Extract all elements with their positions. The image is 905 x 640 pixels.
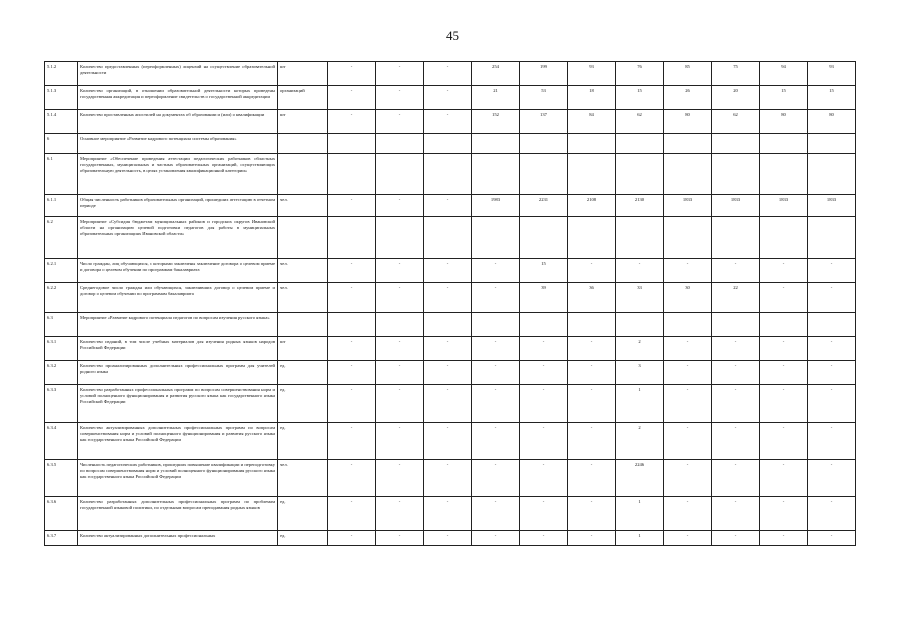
indicator-name-cell: Количество изданий, в том числе учебных материалов для изучения родных языков народов Российской Федерации (78, 337, 278, 361)
indicator-name-cell: Среднегодовое число граждан или обучающихся, заключивших договор о целевом приеме и договор о целевом обучении по программам бакалавриата (78, 283, 278, 313)
value-cell (616, 313, 664, 337)
value-cell: - (376, 283, 424, 313)
row-number-cell: 6.3.1 (45, 337, 78, 361)
value-cell (616, 134, 664, 154)
value-cell: - (376, 460, 424, 497)
unit-cell: ед. (278, 497, 328, 531)
value-cell: 2108 (568, 195, 616, 217)
value-cell: 199 (520, 62, 568, 86)
unit-cell: чел. (278, 460, 328, 497)
value-cell: - (376, 62, 424, 86)
value-cell: - (664, 460, 712, 497)
unit-cell: ед. (278, 385, 328, 423)
value-cell: 84 (568, 110, 616, 134)
table-row (45, 134, 856, 154)
value-cell: - (424, 361, 472, 385)
value-cell (712, 217, 760, 259)
value-cell: - (568, 531, 616, 546)
value-cell: - (472, 385, 520, 423)
value-cell: - (376, 110, 424, 134)
indicator-name-cell: Общая численность работников образовательных организаций, прошедших аттестацию в отчетном периоде (78, 195, 278, 217)
unit-cell: чел. (278, 259, 328, 283)
value-cell: 62 (712, 110, 760, 134)
value-cell: - (520, 337, 568, 361)
value-cell: - (424, 283, 472, 313)
value-cell: - (472, 531, 520, 546)
table-row (45, 423, 856, 460)
value-cell: - (664, 531, 712, 546)
row-number-cell: 6.3.4 (45, 423, 78, 460)
value-cell: - (328, 62, 376, 86)
value-cell (568, 313, 616, 337)
indicator-name-cell: Численность педагогических работников, прошедших повышение квалификации и переподготовку по вопросам совершенствования норм и условий полноценного функционирования русского языка как государственного языка Российской Федерации (78, 460, 278, 497)
value-cell: - (760, 460, 808, 497)
value-cell: - (376, 337, 424, 361)
unit-cell: организаций (278, 86, 328, 110)
value-cell: - (328, 259, 376, 283)
value-cell: 2130 (616, 195, 664, 217)
table-row (45, 86, 856, 110)
table-row (45, 385, 856, 423)
value-cell (616, 154, 664, 195)
value-cell: - (424, 259, 472, 283)
value-cell: - (472, 497, 520, 531)
table-row (45, 62, 856, 86)
value-cell (808, 154, 856, 195)
value-cell: - (424, 385, 472, 423)
value-cell: - (472, 283, 520, 313)
value-cell: 26 (664, 86, 712, 110)
row-number-cell: 5.1.4 (45, 110, 78, 134)
value-cell: - (712, 385, 760, 423)
value-cell: - (568, 337, 616, 361)
value-cell: - (712, 259, 760, 283)
value-cell: - (760, 497, 808, 531)
value-cell: - (760, 361, 808, 385)
value-cell: 85 (664, 62, 712, 86)
unit-cell (278, 217, 328, 259)
unit-cell: шт (278, 62, 328, 86)
value-cell (664, 134, 712, 154)
value-cell (760, 134, 808, 154)
value-cell: - (760, 385, 808, 423)
value-cell: 1833 (808, 195, 856, 217)
value-cell: 2231 (520, 195, 568, 217)
value-cell (712, 134, 760, 154)
value-cell (760, 313, 808, 337)
value-cell: - (328, 361, 376, 385)
value-cell (664, 154, 712, 195)
value-cell: 33 (616, 283, 664, 313)
value-cell: 1 (616, 531, 664, 546)
value-cell: - (808, 259, 856, 283)
value-cell (568, 134, 616, 154)
value-cell: 1833 (664, 195, 712, 217)
indicators-table (44, 61, 856, 546)
row-number-cell: 6.3.3 (45, 385, 78, 423)
value-cell (376, 217, 424, 259)
value-cell: - (568, 259, 616, 283)
value-cell (376, 313, 424, 337)
value-cell: 21 (472, 86, 520, 110)
value-cell: - (376, 423, 424, 460)
unit-cell: ед. (278, 361, 328, 385)
value-cell (808, 313, 856, 337)
indicator-name-cell: Мероприятие «Субсидия бюджетам муниципальных районов и городских округов Ивановской области на организацию целевой подготовки педагогов для работы в муниципальных образовательных организациях Ивановской области» (78, 217, 278, 259)
table-row (45, 460, 856, 497)
value-cell: - (520, 460, 568, 497)
table-body (45, 62, 856, 546)
value-cell (424, 134, 472, 154)
value-cell: - (424, 62, 472, 86)
value-cell: 62 (616, 110, 664, 134)
value-cell: - (472, 460, 520, 497)
value-cell: - (808, 460, 856, 497)
value-cell: 152 (472, 110, 520, 134)
row-number-cell: 6.3.7 (45, 531, 78, 546)
value-cell: - (328, 110, 376, 134)
value-cell: - (712, 531, 760, 546)
value-cell: 1833 (712, 195, 760, 217)
unit-cell (278, 134, 328, 154)
value-cell: - (712, 497, 760, 531)
value-cell: - (328, 195, 376, 217)
row-number-cell: 6.2 (45, 217, 78, 259)
value-cell: 1983 (472, 195, 520, 217)
value-cell: - (808, 283, 856, 313)
value-cell (760, 154, 808, 195)
unit-cell: ед. (278, 423, 328, 460)
value-cell: 36 (568, 283, 616, 313)
value-cell: 2 (616, 423, 664, 460)
indicator-name-cell: Количество разработанных дополнительных профессиональных программ по проблемам государственной языковой политики, по отдельным вопросам преподавания родных языков (78, 497, 278, 531)
row-number-cell: 6.3 (45, 313, 78, 337)
value-cell (520, 217, 568, 259)
value-cell: - (808, 423, 856, 460)
row-number-cell: 6.3.5 (45, 460, 78, 497)
value-cell (328, 134, 376, 154)
value-cell: - (520, 361, 568, 385)
value-cell: 80 (808, 110, 856, 134)
unit-cell (278, 313, 328, 337)
value-cell: - (568, 423, 616, 460)
value-cell (568, 154, 616, 195)
value-cell: - (808, 497, 856, 531)
row-number-cell: 6.3.6 (45, 497, 78, 531)
table-row (45, 283, 856, 313)
unit-cell: шт (278, 110, 328, 134)
value-cell: - (712, 337, 760, 361)
value-cell: - (808, 531, 856, 546)
indicator-name-cell: Основное мероприятие «Развитие кадрового потенциала системы образования» (78, 134, 278, 154)
value-cell: - (616, 259, 664, 283)
value-cell: - (568, 361, 616, 385)
value-cell (760, 217, 808, 259)
value-cell (568, 217, 616, 259)
indicator-name-cell: Количество разработанных профессиональных программ по вопросам совершенствования норм и условий полноценного функционирования и развития русского языка как государственного языка Российской Федерации (78, 385, 278, 423)
row-number-cell: 6.1.1 (45, 195, 78, 217)
value-cell: 30 (664, 283, 712, 313)
value-cell: - (664, 259, 712, 283)
unit-cell (278, 154, 328, 195)
value-cell: - (424, 423, 472, 460)
indicator-name-cell: Количество организаций, в отношении образовательной деятельности которых проведены государственная аккредитация и переоформление свидетельств о государственной аккредитации (78, 86, 278, 110)
value-cell: - (664, 337, 712, 361)
value-cell: - (328, 531, 376, 546)
value-cell: - (520, 423, 568, 460)
value-cell: 93 (568, 62, 616, 86)
value-cell: - (328, 460, 376, 497)
table-row (45, 259, 856, 283)
value-cell (616, 217, 664, 259)
value-cell (664, 217, 712, 259)
value-cell: 75 (712, 62, 760, 86)
value-cell: 254 (472, 62, 520, 86)
value-cell: - (760, 337, 808, 361)
value-cell: - (472, 337, 520, 361)
table-row (45, 110, 856, 134)
value-cell: - (424, 110, 472, 134)
value-cell: - (328, 423, 376, 460)
page-number: 45 (446, 28, 459, 43)
value-cell: - (376, 86, 424, 110)
row-number-cell: 5.1.3 (45, 86, 78, 110)
row-number-cell: 6.2.2 (45, 283, 78, 313)
value-cell: - (760, 531, 808, 546)
row-number-cell: 6.2.1 (45, 259, 78, 283)
value-cell: - (568, 460, 616, 497)
value-cell: 15 (520, 259, 568, 283)
value-cell: - (664, 361, 712, 385)
value-cell: - (664, 385, 712, 423)
unit-cell: шт (278, 337, 328, 361)
value-cell: 3 (616, 361, 664, 385)
table-row (45, 195, 856, 217)
unit-cell: чел. (278, 195, 328, 217)
indicator-name-cell: Число граждан, лиц обучающихся, с которыми заключены заключение договора о целевом приеме и договора о целевом обучении по программам бакалавриата (78, 259, 278, 283)
value-cell (328, 313, 376, 337)
value-cell: 22 (712, 283, 760, 313)
value-cell: - (328, 337, 376, 361)
value-cell: 76 (616, 62, 664, 86)
value-cell: 1 (616, 497, 664, 531)
value-cell: - (376, 531, 424, 546)
value-cell (376, 154, 424, 195)
value-cell: - (712, 423, 760, 460)
value-cell (472, 217, 520, 259)
table-row (45, 217, 856, 259)
value-cell: - (328, 497, 376, 531)
unit-cell: ед. (278, 531, 328, 546)
value-cell: 53 (520, 86, 568, 110)
value-cell: - (472, 361, 520, 385)
value-cell (664, 313, 712, 337)
value-cell: - (376, 361, 424, 385)
value-cell: - (760, 423, 808, 460)
value-cell: - (760, 283, 808, 313)
value-cell: - (376, 497, 424, 531)
value-cell: - (328, 385, 376, 423)
value-cell: - (664, 423, 712, 460)
value-cell: - (472, 259, 520, 283)
value-cell: 137 (520, 110, 568, 134)
indicator-name-cell: Количество актуализированных дополнительных профессиональных программ по вопросам совершенствования норм и условий полноценного функционирования и развития русского языка как государственного языка Российской Федерации (78, 423, 278, 460)
value-cell: - (808, 337, 856, 361)
value-cell: - (712, 460, 760, 497)
indicator-name-cell: Количество проанализированных дополнительных профессиональных программ для учителей родного языка (78, 361, 278, 385)
value-cell: - (808, 385, 856, 423)
value-cell (424, 313, 472, 337)
value-cell: 2246 (616, 460, 664, 497)
value-cell (328, 217, 376, 259)
value-cell: 2 (616, 337, 664, 361)
value-cell: 15 (808, 86, 856, 110)
value-cell (472, 154, 520, 195)
value-cell: - (424, 460, 472, 497)
unit-cell: чел. (278, 283, 328, 313)
indicator-name-cell: Мероприятие «Обеспечение проведения аттестации педагогических работников областных государственных, муниципальных и частных образовательных организаций, осуществляющих образовательную деятельность, в целях установления квалификационной категории» (78, 154, 278, 195)
value-cell: - (376, 195, 424, 217)
value-cell (808, 134, 856, 154)
value-cell (520, 154, 568, 195)
table-row (45, 361, 856, 385)
table-row (45, 497, 856, 531)
value-cell: 80 (760, 110, 808, 134)
value-cell: - (568, 385, 616, 423)
value-cell: 39 (520, 283, 568, 313)
value-cell: - (472, 423, 520, 460)
value-cell (712, 313, 760, 337)
value-cell: - (328, 283, 376, 313)
value-cell: - (520, 385, 568, 423)
indicator-name-cell: Количество проставленных апостилей на документах об образовании и (или) о квалификации (78, 110, 278, 134)
value-cell (328, 154, 376, 195)
row-number-cell: 6.3.2 (45, 361, 78, 385)
value-cell (472, 313, 520, 337)
value-cell: - (376, 259, 424, 283)
value-cell: - (376, 385, 424, 423)
value-cell: - (328, 86, 376, 110)
value-cell: - (520, 497, 568, 531)
value-cell: 15 (616, 86, 664, 110)
value-cell (520, 313, 568, 337)
value-cell (808, 217, 856, 259)
table-row (45, 531, 856, 546)
value-cell: - (568, 497, 616, 531)
indicator-name-cell: Количество предоставленных (переоформленных) лицензий на осуществление образовательной деятельности (78, 62, 278, 86)
value-cell: - (424, 337, 472, 361)
value-cell: - (712, 361, 760, 385)
value-cell: 94 (760, 62, 808, 86)
value-cell: 80 (664, 110, 712, 134)
value-cell (472, 134, 520, 154)
value-cell: 20 (712, 86, 760, 110)
row-number-cell: 6.1 (45, 154, 78, 195)
value-cell: - (808, 361, 856, 385)
value-cell: 93 (808, 62, 856, 86)
row-number-cell: 6 (45, 134, 78, 154)
value-cell: 18 (568, 86, 616, 110)
value-cell: - (424, 195, 472, 217)
value-cell (424, 154, 472, 195)
value-cell: - (424, 497, 472, 531)
value-cell (712, 154, 760, 195)
value-cell: - (664, 497, 712, 531)
value-cell (376, 134, 424, 154)
table-row (45, 337, 856, 361)
table-row (45, 154, 856, 195)
value-cell: - (424, 531, 472, 546)
value-cell (424, 217, 472, 259)
value-cell: - (424, 86, 472, 110)
indicator-name-cell: Количество актуализированных дополнительных профессиональных (78, 531, 278, 546)
value-cell: - (760, 259, 808, 283)
indicator-name-cell: Мероприятие «Развитие кадрового потенциала педагогов по вопросам изучения русского языка» (78, 313, 278, 337)
value-cell: 15 (760, 86, 808, 110)
value-cell (520, 134, 568, 154)
value-cell: - (520, 531, 568, 546)
table-row (45, 313, 856, 337)
value-cell: 1833 (760, 195, 808, 217)
row-number-cell: 5.1.2 (45, 62, 78, 86)
value-cell: 1 (616, 385, 664, 423)
